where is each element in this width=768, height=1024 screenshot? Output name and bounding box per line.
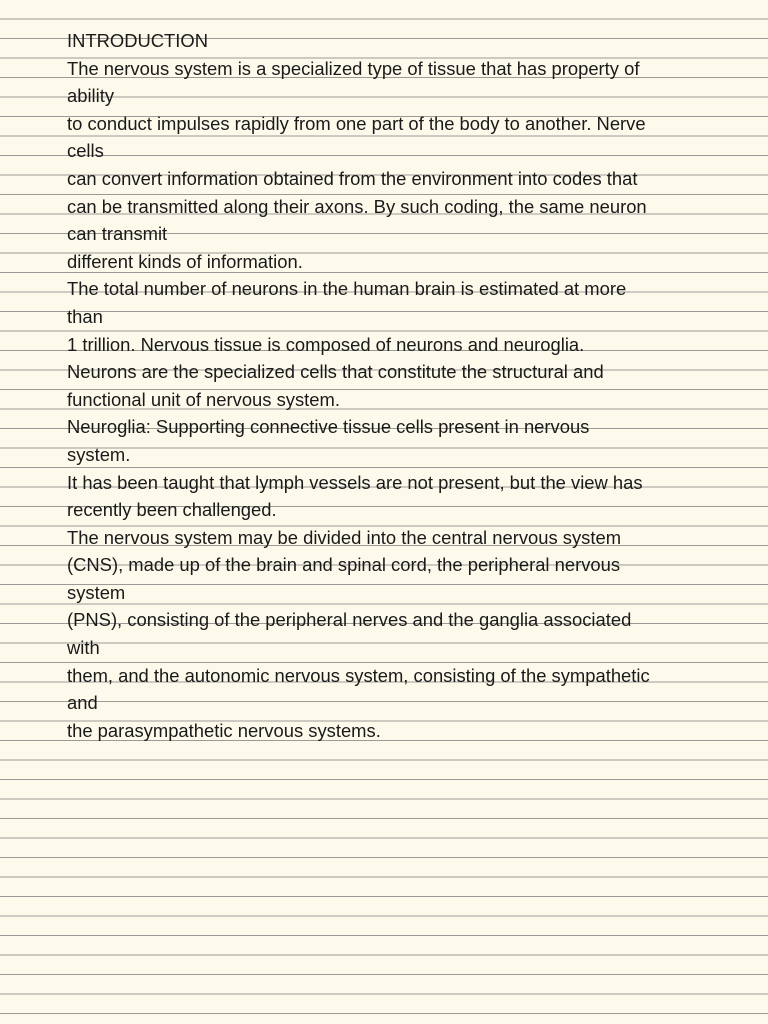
text-line: The nervous system may be divided into the central nervous system xyxy=(67,526,622,548)
text-line: to conduct impulses rapidly from one part of the body to another. Nerve xyxy=(67,112,646,134)
text-line: system xyxy=(67,581,126,603)
text-line: than xyxy=(67,305,103,327)
text-line: different kinds of information. xyxy=(67,250,303,272)
text-line: cells xyxy=(67,140,104,162)
text-line: (CNS), made up of the brain and spinal cord, the peripheral nervous xyxy=(67,554,621,576)
text-line: can transmit xyxy=(67,223,168,245)
text-line: can be transmitted along their axons. By such coding, the same neuron xyxy=(67,195,647,217)
text-line: the parasympathetic nervous systems. xyxy=(67,719,381,741)
text-line: The nervous system is a specialized type of tissue that has property of xyxy=(67,57,640,79)
note-text-body xyxy=(67,27,747,744)
text-line: The total number of neurons in the human brain is estimated at more xyxy=(67,278,627,300)
text-line: and xyxy=(67,692,98,714)
text-line: functional unit of nervous system. xyxy=(67,388,340,410)
text-line: Neurons are the specialized cells that constitute the structural and xyxy=(67,361,604,383)
text-line: them, and the autonomic nervous system, consisting of the sympathetic xyxy=(67,664,650,686)
text-line: It has been taught that lymph vessels are not present, but the view has xyxy=(67,471,643,493)
heading-introduction: INTRODUCTION xyxy=(67,30,208,51)
text-line: system. xyxy=(67,443,131,465)
text-line: recently been challenged. xyxy=(67,499,277,521)
text-line: (PNS), consisting of the peripheral nerves and the ganglia associated xyxy=(67,609,632,631)
text-line: 1 trillion. Nervous tissue is composed of neurons and neuroglia. xyxy=(67,333,585,355)
text-line: can convert information obtained from the environment into codes that xyxy=(67,167,638,189)
text-line: Neuroglia: Supporting connective tissue cells present in nervous xyxy=(67,416,590,438)
text-line: ability xyxy=(67,85,115,107)
text-line: with xyxy=(67,637,100,659)
